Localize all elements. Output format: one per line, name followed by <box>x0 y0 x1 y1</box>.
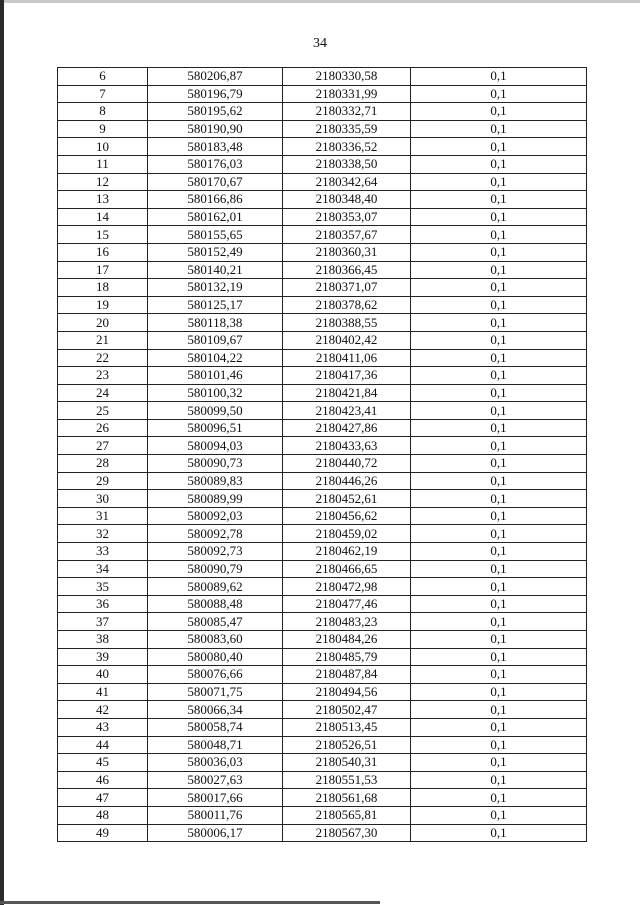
point-number-cell: 43 <box>58 718 148 736</box>
y-coordinate-cell: 2180331,99 <box>283 85 411 103</box>
accuracy-cell: 0,1 <box>411 455 587 473</box>
table-row <box>58 631 587 649</box>
x-coordinate-cell: 580096,51 <box>148 419 283 437</box>
table-row <box>58 85 587 103</box>
x-coordinate-cell: 580089,83 <box>148 472 283 490</box>
point-number-cell: 35 <box>58 578 148 596</box>
point-number-cell: 36 <box>58 595 148 613</box>
y-coordinate-cell: 2180477,46 <box>283 595 411 613</box>
table-row <box>58 543 587 561</box>
table-row <box>58 701 587 719</box>
y-coordinate-cell: 2180360,31 <box>283 243 411 261</box>
accuracy-cell: 0,1 <box>411 173 587 191</box>
table-row <box>58 472 587 490</box>
x-coordinate-cell: 580109,67 <box>148 331 283 349</box>
table-row <box>58 683 587 701</box>
x-coordinate-cell: 580089,62 <box>148 578 283 596</box>
point-number-cell: 49 <box>58 824 148 842</box>
point-number-cell: 26 <box>58 419 148 437</box>
point-number-cell: 28 <box>58 455 148 473</box>
table-row <box>58 296 587 314</box>
point-number-cell: 14 <box>58 208 148 226</box>
x-coordinate-cell: 580048,71 <box>148 736 283 754</box>
x-coordinate-cell: 580076,66 <box>148 666 283 684</box>
accuracy-cell: 0,1 <box>411 683 587 701</box>
accuracy-cell: 0,1 <box>411 296 587 314</box>
table-row <box>58 525 587 543</box>
x-coordinate-cell: 580206,87 <box>148 68 283 86</box>
table-row <box>58 120 587 138</box>
point-number-cell: 42 <box>58 701 148 719</box>
accuracy-cell: 0,1 <box>411 754 587 772</box>
table-row <box>58 648 587 666</box>
point-number-cell: 22 <box>58 349 148 367</box>
x-coordinate-cell: 580118,38 <box>148 314 283 332</box>
accuracy-cell: 0,1 <box>411 208 587 226</box>
x-coordinate-cell: 580190,90 <box>148 120 283 138</box>
table-row <box>58 314 587 332</box>
x-coordinate-cell: 580027,63 <box>148 771 283 789</box>
x-coordinate-cell: 580100,32 <box>148 384 283 402</box>
table-row <box>58 103 587 121</box>
x-coordinate-cell: 580089,99 <box>148 490 283 508</box>
table-row <box>58 595 587 613</box>
x-coordinate-cell: 580099,50 <box>148 402 283 420</box>
point-number-cell: 38 <box>58 631 148 649</box>
table-row <box>58 279 587 297</box>
table-row <box>58 68 587 86</box>
accuracy-cell: 0,1 <box>411 437 587 455</box>
point-number-cell: 17 <box>58 261 148 279</box>
accuracy-cell: 0,1 <box>411 613 587 631</box>
x-coordinate-cell: 580083,60 <box>148 631 283 649</box>
point-number-cell: 34 <box>58 560 148 578</box>
point-number-cell: 16 <box>58 243 148 261</box>
x-coordinate-cell: 580162,01 <box>148 208 283 226</box>
accuracy-cell: 0,1 <box>411 543 587 561</box>
point-number-cell: 48 <box>58 806 148 824</box>
x-coordinate-cell: 580090,73 <box>148 455 283 473</box>
accuracy-cell: 0,1 <box>411 243 587 261</box>
y-coordinate-cell: 2180402,42 <box>283 331 411 349</box>
y-coordinate-cell: 2180330,58 <box>283 68 411 86</box>
point-number-cell: 32 <box>58 525 148 543</box>
point-number-cell: 46 <box>58 771 148 789</box>
table-row <box>58 367 587 385</box>
y-coordinate-cell: 2180567,30 <box>283 824 411 842</box>
coordinates-table <box>57 67 587 842</box>
point-number-cell: 21 <box>58 331 148 349</box>
x-coordinate-cell: 580125,17 <box>148 296 283 314</box>
table-row <box>58 226 587 244</box>
y-coordinate-cell: 2180427,86 <box>283 419 411 437</box>
accuracy-cell: 0,1 <box>411 736 587 754</box>
y-coordinate-cell: 2180411,06 <box>283 349 411 367</box>
scan-edge-left <box>0 0 4 905</box>
table-row <box>58 824 587 842</box>
y-coordinate-cell: 2180417,36 <box>283 367 411 385</box>
point-number-cell: 45 <box>58 754 148 772</box>
x-coordinate-cell: 580166,86 <box>148 191 283 209</box>
accuracy-cell: 0,1 <box>411 631 587 649</box>
accuracy-cell: 0,1 <box>411 279 587 297</box>
page-number: 34 <box>313 36 327 51</box>
x-coordinate-cell: 580101,46 <box>148 367 283 385</box>
accuracy-cell: 0,1 <box>411 331 587 349</box>
table-row <box>58 771 587 789</box>
y-coordinate-cell: 2180472,98 <box>283 578 411 596</box>
point-number-cell: 6 <box>58 68 148 86</box>
x-coordinate-cell: 580006,17 <box>148 824 283 842</box>
accuracy-cell: 0,1 <box>411 314 587 332</box>
x-coordinate-cell: 580088,48 <box>148 595 283 613</box>
table-row <box>58 331 587 349</box>
table-row <box>58 507 587 525</box>
point-number-cell: 33 <box>58 543 148 561</box>
accuracy-cell: 0,1 <box>411 226 587 244</box>
y-coordinate-cell: 2180366,45 <box>283 261 411 279</box>
accuracy-cell: 0,1 <box>411 349 587 367</box>
y-coordinate-cell: 2180466,65 <box>283 560 411 578</box>
accuracy-cell: 0,1 <box>411 85 587 103</box>
scan-edge-top <box>0 0 640 3</box>
x-coordinate-cell: 580155,65 <box>148 226 283 244</box>
point-number-cell: 11 <box>58 155 148 173</box>
table-row <box>58 789 587 807</box>
accuracy-cell: 0,1 <box>411 120 587 138</box>
y-coordinate-cell: 2180342,64 <box>283 173 411 191</box>
accuracy-cell: 0,1 <box>411 806 587 824</box>
table-row <box>58 736 587 754</box>
accuracy-cell: 0,1 <box>411 155 587 173</box>
y-coordinate-cell: 2180446,26 <box>283 472 411 490</box>
x-coordinate-cell: 580176,03 <box>148 155 283 173</box>
accuracy-cell: 0,1 <box>411 191 587 209</box>
point-number-cell: 25 <box>58 402 148 420</box>
y-coordinate-cell: 2180502,47 <box>283 701 411 719</box>
accuracy-cell: 0,1 <box>411 771 587 789</box>
y-coordinate-cell: 2180357,67 <box>283 226 411 244</box>
y-coordinate-cell: 2180513,45 <box>283 718 411 736</box>
x-coordinate-cell: 580092,73 <box>148 543 283 561</box>
table-row <box>58 455 587 473</box>
y-coordinate-cell: 2180335,59 <box>283 120 411 138</box>
table-row <box>58 666 587 684</box>
table-row <box>58 806 587 824</box>
accuracy-cell: 0,1 <box>411 472 587 490</box>
y-coordinate-cell: 2180433,63 <box>283 437 411 455</box>
accuracy-cell: 0,1 <box>411 507 587 525</box>
accuracy-cell: 0,1 <box>411 419 587 437</box>
accuracy-cell: 0,1 <box>411 261 587 279</box>
x-coordinate-cell: 580104,22 <box>148 349 283 367</box>
point-number-cell: 41 <box>58 683 148 701</box>
table-row <box>58 419 587 437</box>
x-coordinate-cell: 580092,78 <box>148 525 283 543</box>
point-number-cell: 7 <box>58 85 148 103</box>
x-coordinate-cell: 580092,03 <box>148 507 283 525</box>
table-row <box>58 191 587 209</box>
y-coordinate-cell: 2180348,40 <box>283 191 411 209</box>
y-coordinate-cell: 2180423,41 <box>283 402 411 420</box>
y-coordinate-cell: 2180487,84 <box>283 666 411 684</box>
table-row <box>58 490 587 508</box>
y-coordinate-cell: 2180526,51 <box>283 736 411 754</box>
accuracy-cell: 0,1 <box>411 103 587 121</box>
table-row <box>58 173 587 191</box>
point-number-cell: 20 <box>58 314 148 332</box>
x-coordinate-cell: 580080,40 <box>148 648 283 666</box>
point-number-cell: 10 <box>58 138 148 156</box>
point-number-cell: 31 <box>58 507 148 525</box>
x-coordinate-cell: 580140,21 <box>148 261 283 279</box>
y-coordinate-cell: 2180452,61 <box>283 490 411 508</box>
table-row <box>58 208 587 226</box>
y-coordinate-cell: 2180388,55 <box>283 314 411 332</box>
table-row <box>58 349 587 367</box>
x-coordinate-cell: 580183,48 <box>148 138 283 156</box>
accuracy-cell: 0,1 <box>411 525 587 543</box>
point-number-cell: 30 <box>58 490 148 508</box>
y-coordinate-cell: 2180421,84 <box>283 384 411 402</box>
accuracy-cell: 0,1 <box>411 68 587 86</box>
x-coordinate-cell: 580152,49 <box>148 243 283 261</box>
y-coordinate-cell: 2180459,02 <box>283 525 411 543</box>
y-coordinate-cell: 2180485,79 <box>283 648 411 666</box>
point-number-cell: 18 <box>58 279 148 297</box>
accuracy-cell: 0,1 <box>411 824 587 842</box>
point-number-cell: 40 <box>58 666 148 684</box>
table-row <box>58 384 587 402</box>
x-coordinate-cell: 580071,75 <box>148 683 283 701</box>
table-row <box>58 155 587 173</box>
y-coordinate-cell: 2180332,71 <box>283 103 411 121</box>
accuracy-cell: 0,1 <box>411 701 587 719</box>
table-row <box>58 261 587 279</box>
point-number-cell: 47 <box>58 789 148 807</box>
point-number-cell: 44 <box>58 736 148 754</box>
y-coordinate-cell: 2180336,52 <box>283 138 411 156</box>
table-row <box>58 754 587 772</box>
point-number-cell: 23 <box>58 367 148 385</box>
y-coordinate-cell: 2180440,72 <box>283 455 411 473</box>
x-coordinate-cell: 580132,19 <box>148 279 283 297</box>
y-coordinate-cell: 2180378,62 <box>283 296 411 314</box>
point-number-cell: 24 <box>58 384 148 402</box>
point-number-cell: 37 <box>58 613 148 631</box>
table-row <box>58 560 587 578</box>
y-coordinate-cell: 2180565,81 <box>283 806 411 824</box>
y-coordinate-cell: 2180561,68 <box>283 789 411 807</box>
y-coordinate-cell: 2180483,23 <box>283 613 411 631</box>
y-coordinate-cell: 2180462,19 <box>283 543 411 561</box>
x-coordinate-cell: 580036,03 <box>148 754 283 772</box>
accuracy-cell: 0,1 <box>411 138 587 156</box>
x-coordinate-cell: 580170,67 <box>148 173 283 191</box>
accuracy-cell: 0,1 <box>411 666 587 684</box>
accuracy-cell: 0,1 <box>411 367 587 385</box>
x-coordinate-cell: 580090,79 <box>148 560 283 578</box>
x-coordinate-cell: 580094,03 <box>148 437 283 455</box>
accuracy-cell: 0,1 <box>411 595 587 613</box>
x-coordinate-cell: 580066,34 <box>148 701 283 719</box>
accuracy-cell: 0,1 <box>411 402 587 420</box>
point-number-cell: 12 <box>58 173 148 191</box>
point-number-cell: 8 <box>58 103 148 121</box>
point-number-cell: 29 <box>58 472 148 490</box>
x-coordinate-cell: 580195,62 <box>148 103 283 121</box>
accuracy-cell: 0,1 <box>411 578 587 596</box>
coordinates-table-body <box>58 68 587 842</box>
point-number-cell: 13 <box>58 191 148 209</box>
table-row <box>58 718 587 736</box>
accuracy-cell: 0,1 <box>411 490 587 508</box>
x-coordinate-cell: 580011,76 <box>148 806 283 824</box>
y-coordinate-cell: 2180494,56 <box>283 683 411 701</box>
table-row <box>58 613 587 631</box>
x-coordinate-cell: 580058,74 <box>148 718 283 736</box>
y-coordinate-cell: 2180371,07 <box>283 279 411 297</box>
point-number-cell: 27 <box>58 437 148 455</box>
table-row <box>58 402 587 420</box>
y-coordinate-cell: 2180338,50 <box>283 155 411 173</box>
accuracy-cell: 0,1 <box>411 648 587 666</box>
point-number-cell: 39 <box>58 648 148 666</box>
x-coordinate-cell: 580085,47 <box>148 613 283 631</box>
accuracy-cell: 0,1 <box>411 560 587 578</box>
accuracy-cell: 0,1 <box>411 718 587 736</box>
x-coordinate-cell: 580196,79 <box>148 85 283 103</box>
point-number-cell: 15 <box>58 226 148 244</box>
x-coordinate-cell: 580017,66 <box>148 789 283 807</box>
table-row <box>58 578 587 596</box>
y-coordinate-cell: 2180353,07 <box>283 208 411 226</box>
point-number-cell: 19 <box>58 296 148 314</box>
y-coordinate-cell: 2180484,26 <box>283 631 411 649</box>
scan-edge-bottom <box>0 901 380 904</box>
table-row <box>58 138 587 156</box>
table-row <box>58 437 587 455</box>
y-coordinate-cell: 2180456,62 <box>283 507 411 525</box>
y-coordinate-cell: 2180551,53 <box>283 771 411 789</box>
y-coordinate-cell: 2180540,31 <box>283 754 411 772</box>
table-row <box>58 243 587 261</box>
accuracy-cell: 0,1 <box>411 789 587 807</box>
accuracy-cell: 0,1 <box>411 384 587 402</box>
point-number-cell: 9 <box>58 120 148 138</box>
